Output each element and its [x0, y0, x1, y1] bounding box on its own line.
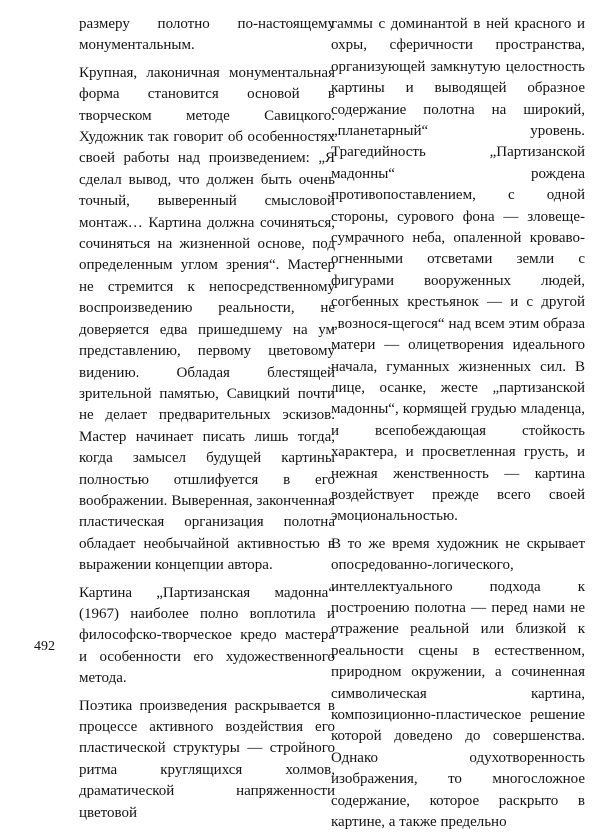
left-text-column [79, 14, 335, 830]
paragraph: размеру полотно по-настоящему монументальным. [79, 16, 335, 54]
paragraph: Картина „Партизанская мадонна“ (1967) наиболее полно воплотила и философско-творческое кредо мастера и особенности его художественного метода. [79, 584, 335, 687]
right-text-column [331, 14, 585, 839]
paragraph: гаммы с доминантой в ней красного и охры, сферичности пространства, организующей замкнутую целостность картины и выводящей образное содержание полотна на широкий, „планетарный“ уровень. Трагедийность „Партизанской мадонны“ рождена противопоставлением, с одной стороны, сурового фона — зловеще-сумрачного неба, опаленной кроваво-огненными отсветами земли с фигурами вооруженных людей, согбенных крестьянок — и с другой „вознося-щегося“ над всем этим образа матери — олицетворения идеального начала, гуманных жизненных сил. В лице, осанке, жесте „партизанской мадонны“, кормящей грудью младенца, и всепобеждающая стойкость характера, и просветленная грусть, и нежная женственность — картина воздействует прежде всего своей эмоциональностью. [331, 16, 585, 525]
page-number: 492 [34, 639, 55, 654]
paragraph: В то же время художник не скрывает опосредованно-логического, интеллектуального подхода к построению полотна — перед нами не отражение реальной или близкой к реальности сцены в естественном, природном окружении, а сочиненная символическая картина, композиционно-пластическое решение которой доведено до совершенства. Однако одухотворенность изображения, то многосложное содержание, которое раскрыто в картине, а также предельно [331, 535, 585, 831]
paragraph: Крупная, лаконичная монументальная форма становится основой в творческом методе Савицкого. Художник так говорит об особенностях своей работы над произведением: „Я сделал вывод, что должен быть очень точный, выверенный смысловой монтаж… Картина должна сочиняться, сочиняться на жизненной основе, под определенным углом зрения“. Мастер не стремится к непосредственному воспроизведению реальности, не доверяется едва пришедшему на ум представлению, первому цветовому видению. Обладая блестящей зрительной памятью, Савицкий почти не делает предварительных эскизов. Мастер начинает писать лишь тогда, когда замысел будущей картины полностью отшлифуется в его воображении. Выверенная, законченная пластическая организация полотна обладает необычайной активностью в выражении концепции автора. [79, 64, 335, 574]
paragraph: Поэтика произведения раскрывается в процессе активного воздействия его пластической структуры — стройного ритма круглящихся холмов, драматической напряженности цветовой [79, 697, 335, 821]
